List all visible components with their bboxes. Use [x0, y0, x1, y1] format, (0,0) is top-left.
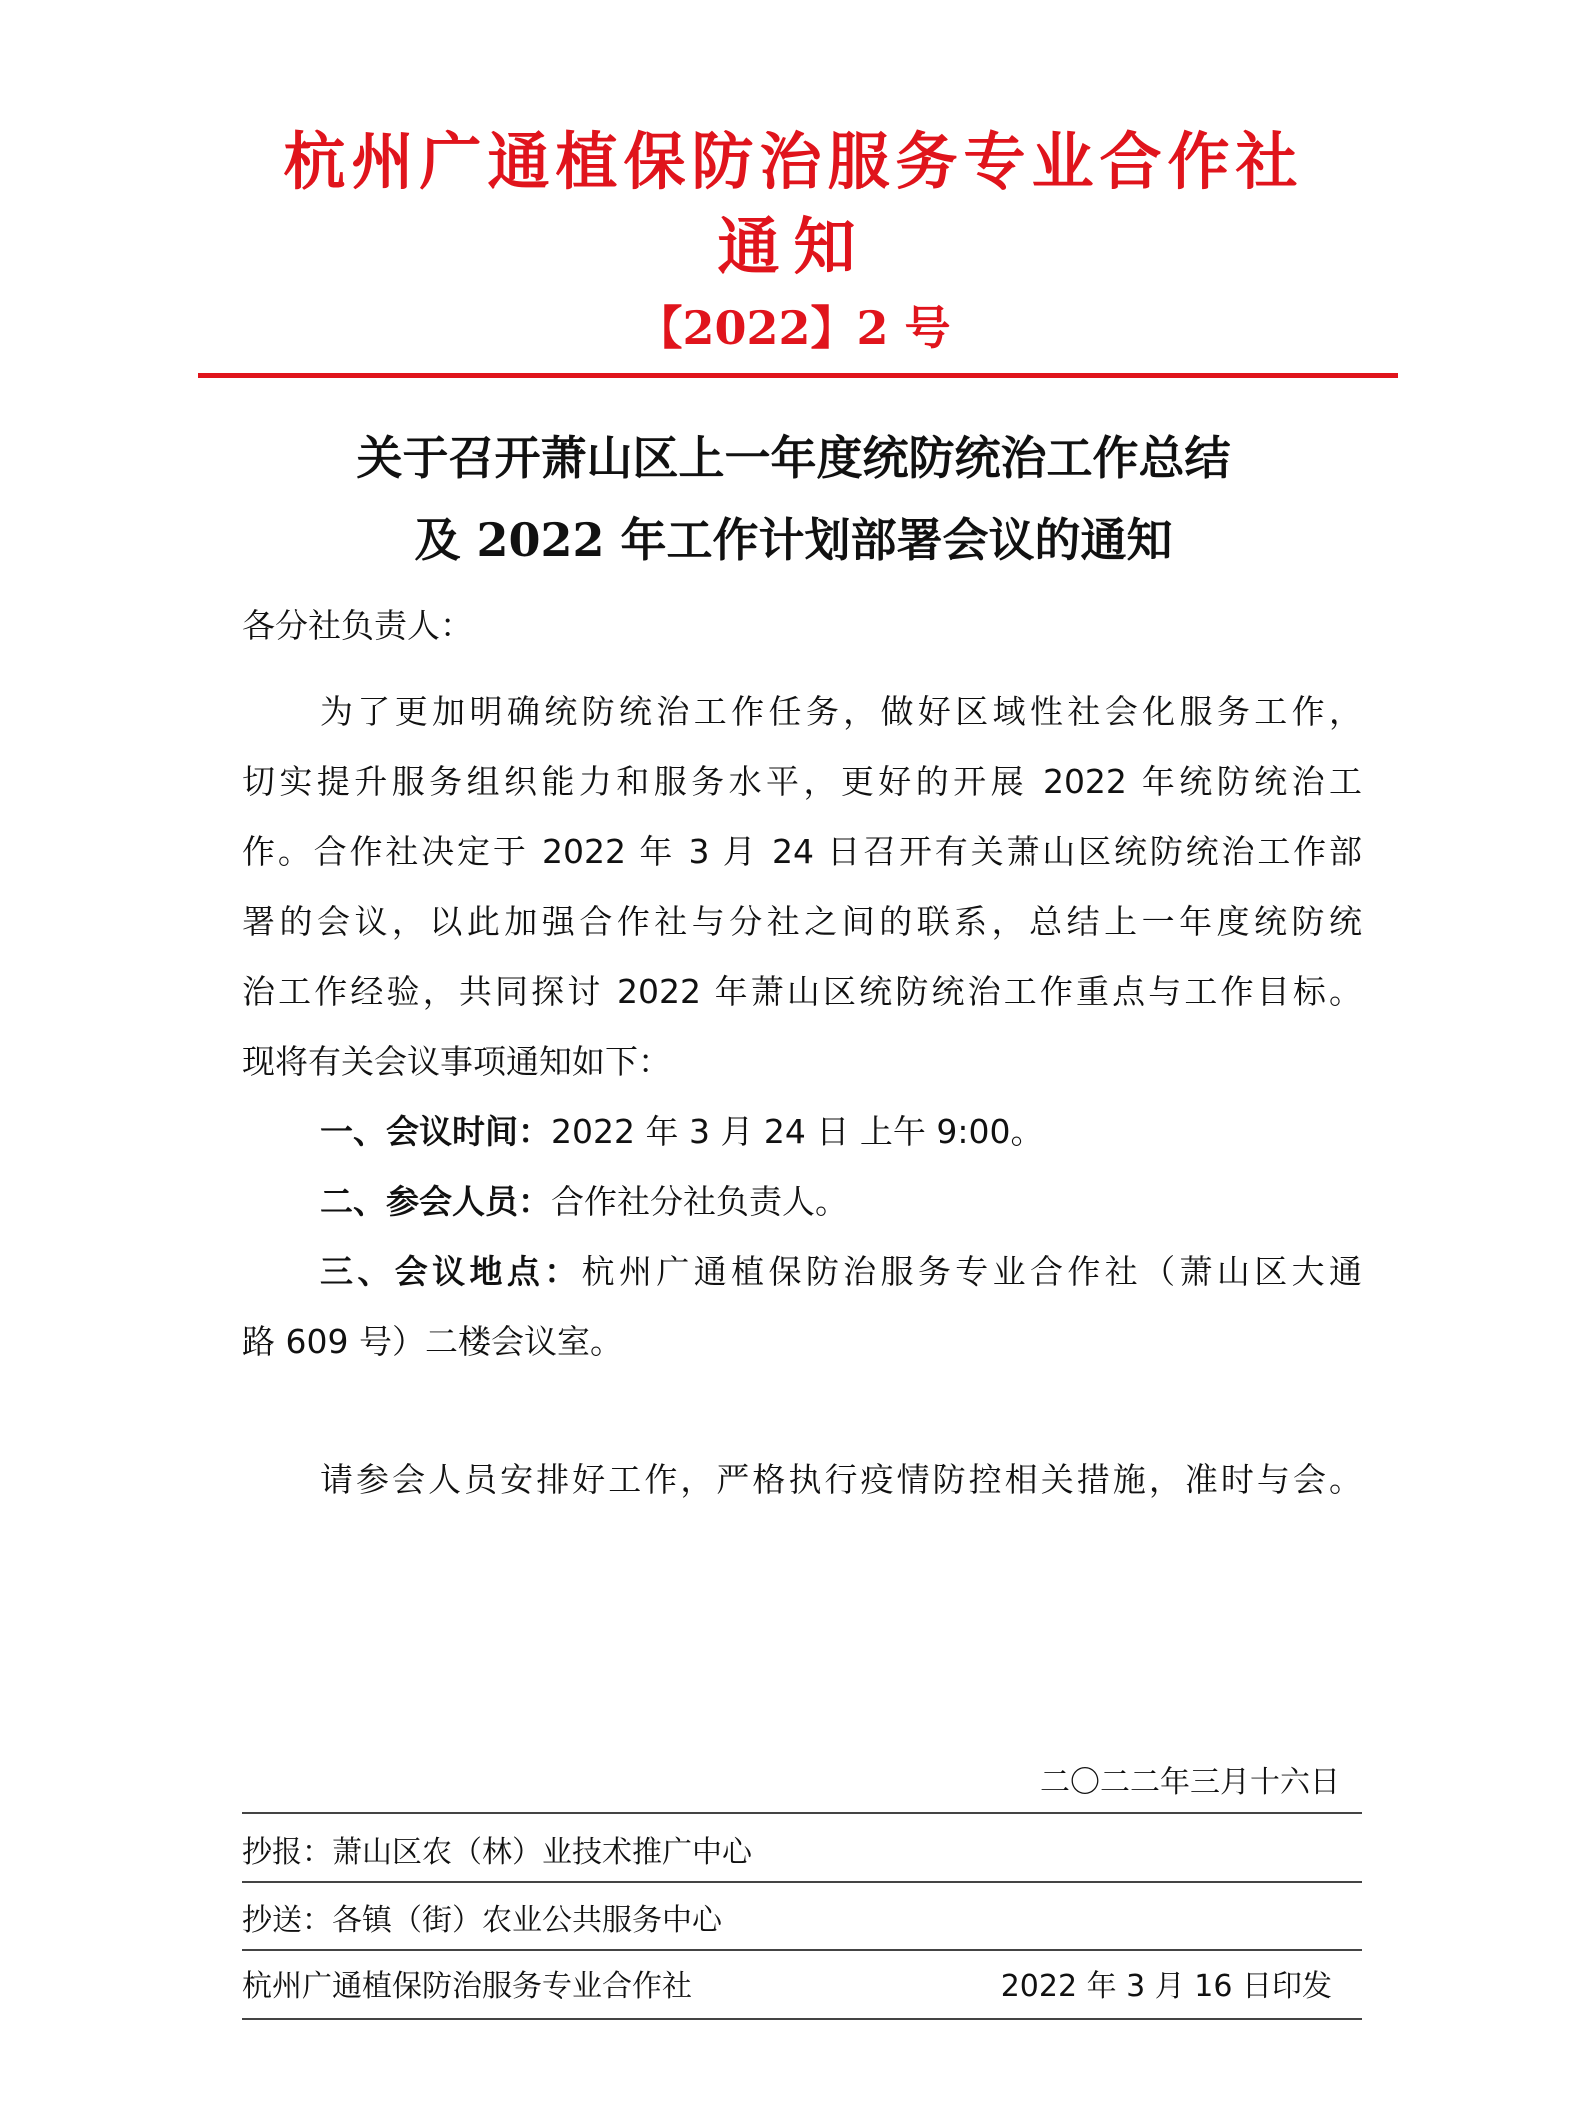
footer-divider	[242, 1812, 1362, 1814]
footer-divider	[242, 1949, 1362, 1951]
cc-report-line: 抄报：萧山区农（林）业技术推广中心	[242, 1835, 752, 1870]
org-title: 杭州广通植保防治服务专业合作社	[283, 125, 1304, 198]
paragraph-line: 现将有关会议事项通知如下：	[242, 1042, 671, 1081]
red-header-rule	[198, 373, 1398, 378]
location-value-line-2: 路 609 号）二楼会议室。	[242, 1322, 623, 1361]
subject-line-2: 及 2022 年工作计划部署会议的通知	[414, 513, 1173, 567]
meeting-time-label: 一、会议时间：	[320, 1112, 551, 1151]
paragraph-line: 为了更加明确统防统治工作任务，做好区域性社会化服务工作，	[320, 692, 1362, 731]
meeting-time-value: 2022 年 3 月 24 日 上午 9:00。	[551, 1112, 1044, 1151]
location-label: 三、会议地点：	[320, 1252, 582, 1291]
meeting-time-item	[320, 1108, 1362, 1156]
footer-divider	[242, 1881, 1362, 1883]
paragraph-line: 作。合作社决定于 2022 年 3 月 24 日召开有关萧山区统防统治工作部	[242, 832, 1362, 871]
attendees-label: 二、参会人员：	[320, 1182, 551, 1221]
paragraph-line: 署的会议，以此加强合作社与分社之间的联系，总结上一年度统防统	[242, 902, 1362, 941]
print-date: 2022 年 3 月 16 日印发	[1000, 1969, 1332, 2004]
salutation: 各分社负责人：	[242, 606, 473, 645]
location-value-line-1: 杭州广通植保防治服务专业合作社（萧山区大通	[581, 1252, 1363, 1291]
footer-divider	[242, 2018, 1362, 2020]
attendees-value: 合作社分社负责人。	[551, 1182, 848, 1221]
subject-line-1: 关于召开萧山区上一年度统防统治工作总结	[356, 431, 1231, 485]
document-type-title: 通知	[717, 210, 870, 283]
issuer-line	[242, 1966, 1362, 2008]
paragraph-line: 治工作经验，共同探讨 2022 年萧山区统防统治工作重点与工作目标。	[242, 972, 1362, 1011]
closing-sentence: 请参会人员安排好工作，严格执行疫情防控相关措施，准时与会。	[320, 1460, 1362, 1499]
location-item	[320, 1248, 1362, 1296]
document-number: 【2022】2 号	[636, 301, 951, 355]
signature-date: 二〇二二年三月十六日	[1040, 1765, 1340, 1800]
issuer-name: 杭州广通植保防治服务专业合作社	[242, 1969, 692, 2004]
attendees-item	[320, 1178, 1362, 1226]
cc-send-line: 抄送：各镇（街）农业公共服务中心	[242, 1903, 722, 1938]
paragraph-line: 切实提升服务组织能力和服务水平，更好的开展 2022 年统防统治工	[242, 762, 1362, 801]
